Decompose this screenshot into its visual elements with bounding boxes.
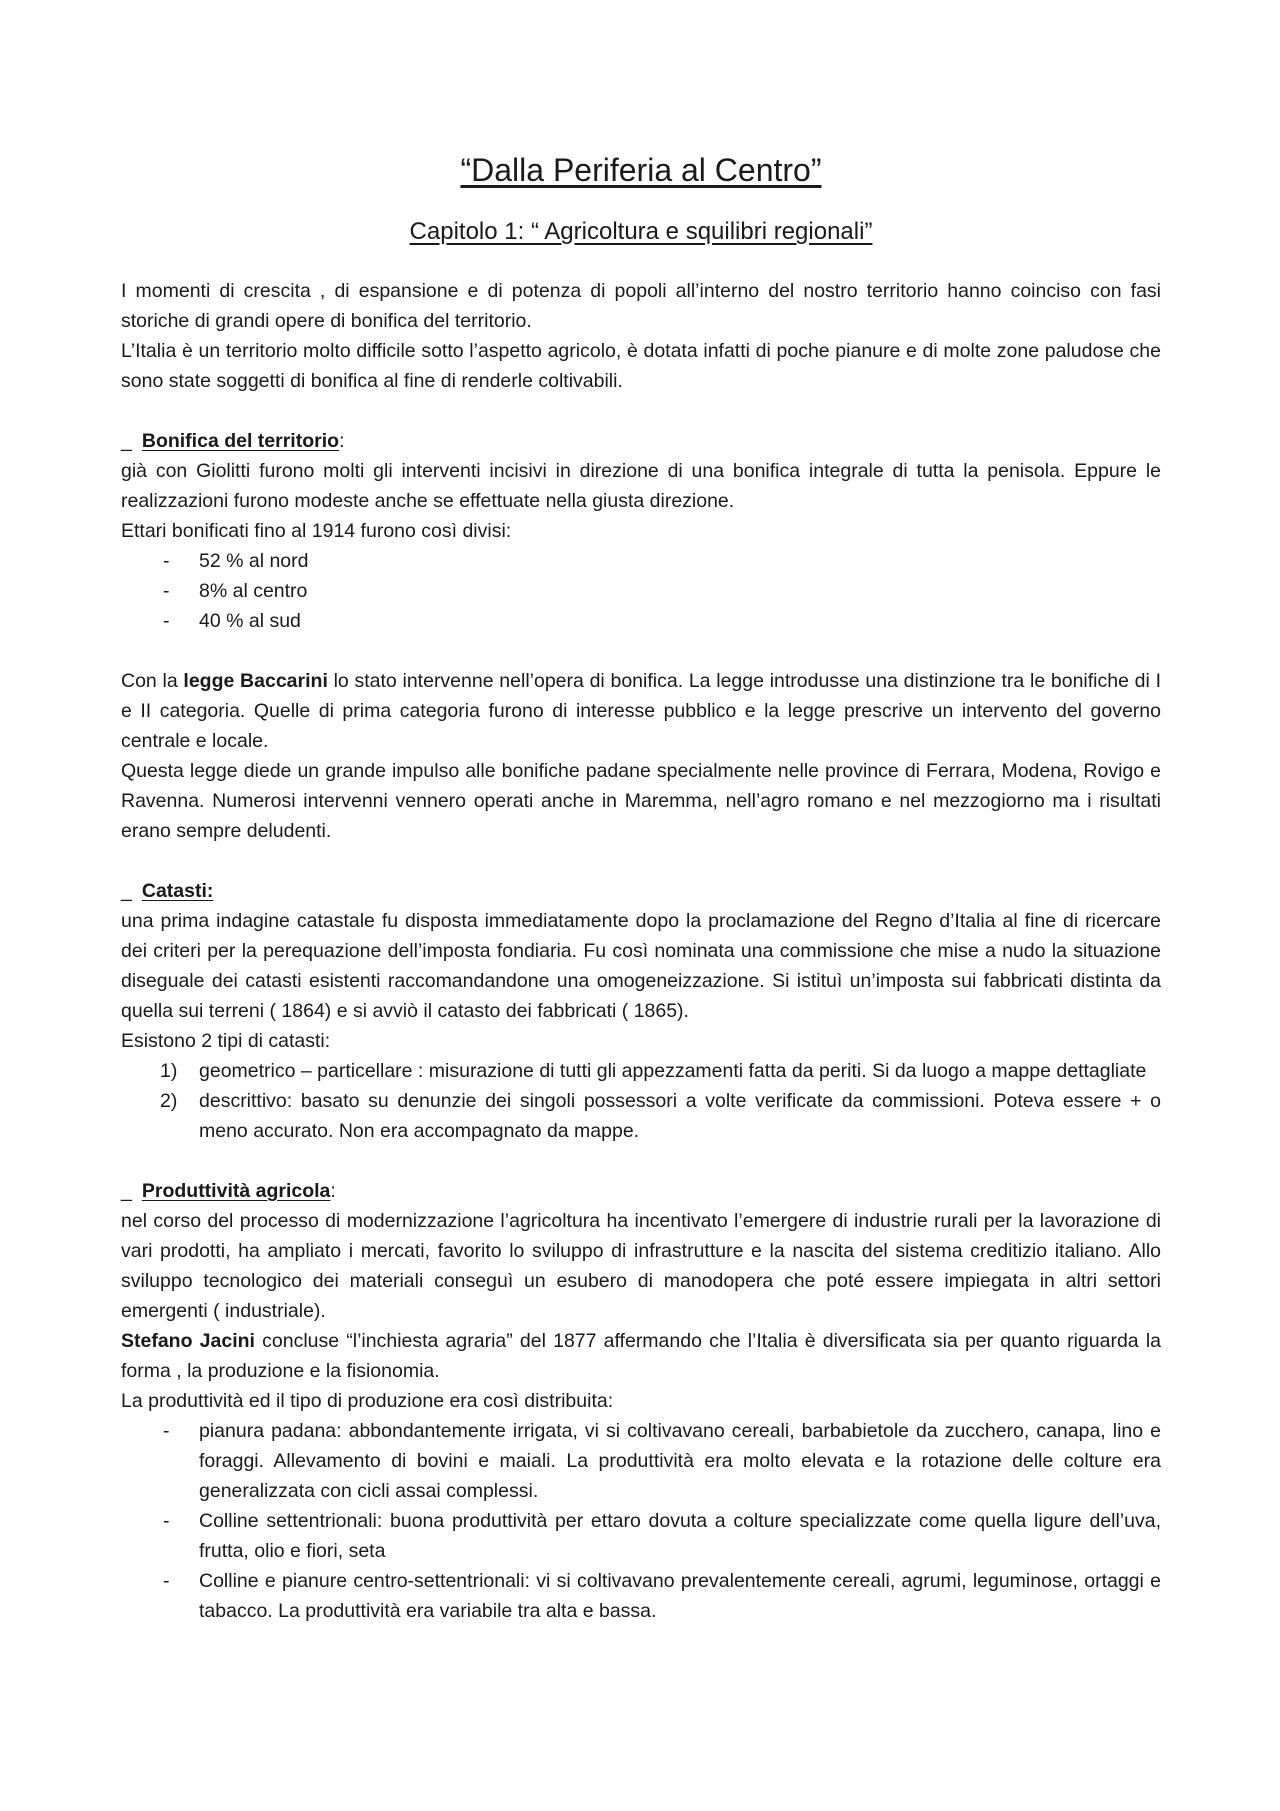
list-item-text: pianura padana: abbondantemente irrigata, vi si coltivavano cereali, barbabietole da zucchero, canapa, lino e foraggi. Allevamento di bovini e maiali. La produttività era molto elevata e la rotazione delle colture era generalizzata con cicli assai complessi.: [199, 1420, 1161, 1502]
produttivita-paragraph-3: La produttività ed il tipo di produzione era così distribuita:: [121, 1390, 614, 1412]
section-heading-label: Bonifica del territorio: [141, 430, 340, 452]
catasti-paragraph-2: Esistono 2 tipi di catasti:: [121, 1030, 331, 1052]
list-item-text: 40 % al sud: [199, 610, 301, 632]
section-heading-label: Catasti:: [141, 880, 214, 902]
section-heading-label: Produttività agricola: [141, 1180, 331, 1202]
catasti-types-list: [121, 1056, 1161, 1146]
list-item-text: 8% al centro: [199, 580, 308, 602]
section-heading-suffix: :: [339, 430, 345, 452]
section-heading-produttivita: [121, 1176, 1161, 1206]
list-item: [121, 546, 1161, 576]
page-title: “Dalla Periferia al Centro”: [460, 152, 822, 188]
list-number: 1): [160, 1060, 178, 1082]
chapter-title: Capitolo 1: “ Agricoltura e squilibri regionali”: [409, 218, 873, 245]
dash-bullet: -: [163, 1570, 170, 1592]
list-item: [121, 1506, 1161, 1566]
dash-bullet: -: [163, 550, 170, 572]
text-run: lo stato intervenne nell’opera di bonifica. La legge introdusse una distinzione tra le bonifiche di I e II categoria. Quelle di prima categoria furono di interesse pubblico e la legge prescrive un intervento del governo centrale e locale.: [121, 670, 1161, 752]
bonifica-paragraph-4: Questa legge diede un grande impulso alle bonifiche padane specialmente nelle province di Ferrara, Modena, Rovigo e Ravenna. Numerosi intervenni vennero operati anche in Maremma, nell’agro romano e nel mezzogiorno ma i risultati erano sempre deludenti.: [121, 760, 1161, 842]
produttivita-regions-list: [121, 1416, 1161, 1626]
bold-term: Stefano Jacini: [121, 1330, 255, 1352]
bonifica-paragraph-2: Ettari bonificati fino al 1914 furono così divisi:: [121, 520, 512, 542]
intro-paragraph-1: I momenti di crescita , di espansione e di potenza di popoli all’interno del nostro territorio hanno coinciso con fasi storiche di grandi opere di bonifica del territorio.: [121, 280, 1161, 332]
dash-bullet: -: [163, 580, 170, 602]
document-page: [121, 150, 1161, 1626]
list-number: 2): [160, 1090, 178, 1112]
list-item: [121, 1566, 1161, 1626]
section-marker: _: [121, 430, 132, 452]
list-item: [121, 1086, 1161, 1146]
dash-bullet: -: [163, 1510, 170, 1532]
dash-bullet: -: [163, 1420, 170, 1442]
list-item-text: geometrico – particellare : misurazione di tutti gli appezzamenti fatta da periti. Si da luogo a mappe dettagliate: [199, 1060, 1147, 1082]
section-marker: _: [121, 880, 132, 902]
bonifica-paragraph-1: già con Giolitti furono molti gli interventi incisivi in direzione di una bonifica integrale di tutta la penisola. Eppure le realizzazioni furono modeste anche se effettuate nella giusta direzione.: [121, 460, 1161, 512]
catasti-paragraph-1: una prima indagine catastale fu disposta immediatamente dopo la proclamazione del Regno d’Italia al fine di ricercare dei criteri per la perequazione dell’imposta fondiaria. Fu così nominata una commissione che mise a nudo la situazione diseguale dei catasti esistenti raccomandandone una omogeneizzazione. Si istituì un’imposta sui fabbricati distinta da quella sui terreni ( 1864) e si avviò il catasto dei fabbricati ( 1865).: [121, 910, 1161, 1022]
bonifica-paragraph-3: [121, 666, 1161, 756]
list-item: [121, 606, 1161, 636]
bonifica-hectares-list: [121, 546, 1161, 636]
section-heading-catasti: [121, 876, 1161, 906]
dash-bullet: -: [163, 610, 170, 632]
text-run: concluse “l’inchiesta agraria” del 1877 affermando che l’Italia è diversificata sia per quanto riguarda la forma , la produzione e la fisionomia.: [121, 1330, 1161, 1382]
list-item: [121, 1056, 1161, 1086]
bold-term: legge Baccarini: [183, 670, 328, 692]
list-item-text: 52 % al nord: [199, 550, 309, 572]
list-item-text: descrittivo: basato su denunzie dei singoli possessori a volte verificate da commissioni. Poteva essere + o meno accurato. Non era accompagnato da mappe.: [199, 1090, 1161, 1142]
section-heading-bonifica: [121, 426, 1161, 456]
text-run: Con la: [121, 670, 184, 692]
intro-paragraph-2: L’Italia è un territorio molto difficile sotto l’aspetto agricolo, è dotata infatti di poche pianure e di molte zone paludose che sono state soggetti di bonifica al fine di renderle coltivabili.: [121, 340, 1161, 392]
section-heading-suffix: :: [330, 1180, 336, 1202]
list-item-text: Colline e pianure centro-settentrionali: vi si coltivavano prevalentemente cereali, agrumi, leguminose, ortaggi e tabacco. La produttività era variabile tra alta e bassa.: [199, 1570, 1161, 1622]
list-item: [121, 576, 1161, 606]
section-marker: _: [121, 1180, 132, 1202]
list-item-text: Colline settentrionali: buona produttività per ettaro dovuta a colture specializzate come quella ligure dell’uva, frutta, olio e fiori, seta: [199, 1510, 1161, 1562]
list-item: [121, 1416, 1161, 1506]
produttivita-paragraph-2: [121, 1326, 1161, 1386]
produttivita-paragraph-1: nel corso del processo di modernizzazione l’agricoltura ha incentivato l’emergere di industrie rurali per la lavorazione di vari prodotti, ha ampliato i mercati, favorito lo sviluppo di infrastrutture e la nascita del sistema creditizio italiano. Allo sviluppo tecnologico dei materiali conseguì un esubero di manodopera che poté essere impiegata in altri settori emergenti ( industriale).: [121, 1210, 1161, 1322]
